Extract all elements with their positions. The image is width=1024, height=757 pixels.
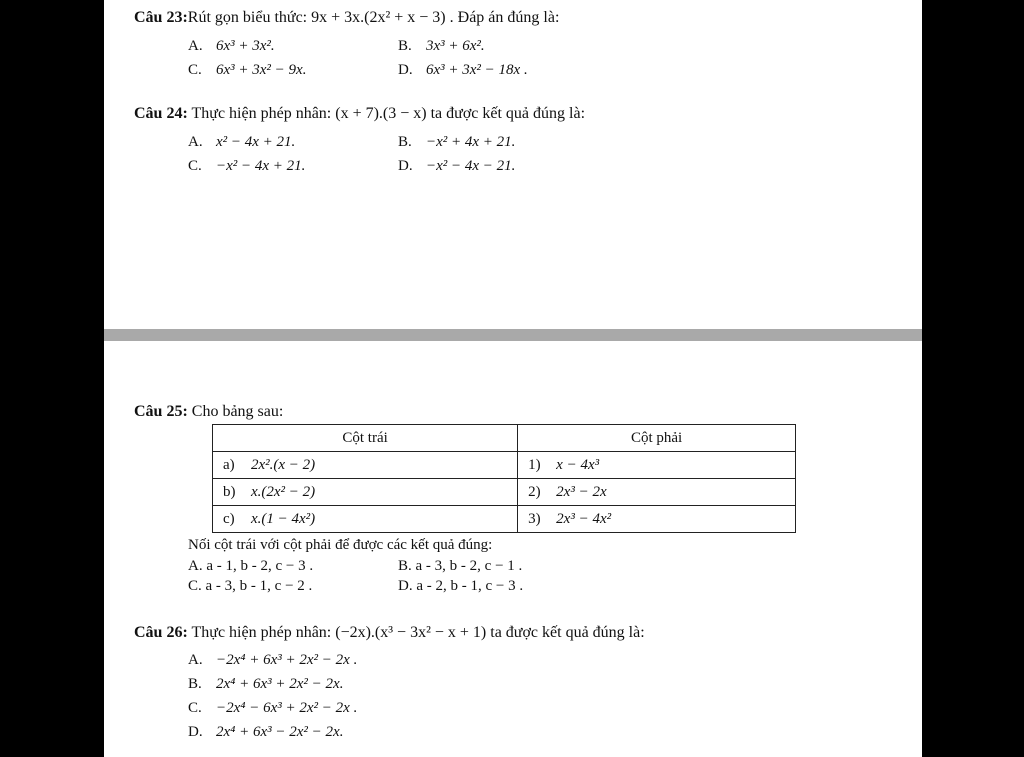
table-row bbox=[213, 479, 796, 506]
q24-option-d bbox=[398, 158, 515, 175]
q26-option-a-text: −2x⁴ + 6x³ + 2x² − 2x . bbox=[216, 652, 358, 668]
row-c-expr: x.(1 − 4x²) bbox=[251, 510, 316, 527]
q26-option-b-key: B. bbox=[188, 676, 202, 692]
table-cell-right bbox=[518, 452, 796, 479]
q24-option-d-key: D. bbox=[398, 158, 413, 174]
q24-option-b-text: −x² + 4x + 21. bbox=[426, 134, 516, 150]
table-cell-left bbox=[213, 506, 518, 533]
q24-option-a bbox=[188, 134, 295, 151]
q25-option-b bbox=[398, 558, 522, 575]
row-a-key: a) bbox=[223, 456, 235, 473]
q23-option-b bbox=[398, 38, 485, 55]
q25-option-b-key: B. bbox=[398, 558, 412, 574]
q25-option-a-key: A. bbox=[188, 558, 203, 574]
row-2-key: 2) bbox=[528, 483, 541, 500]
q25-option-c-key: C. bbox=[188, 578, 202, 594]
table-cell-right bbox=[518, 506, 796, 533]
matching-table bbox=[212, 424, 796, 533]
row-3-expr: 2x³ − 4x² bbox=[556, 510, 612, 527]
question-24-label: Câu 24: bbox=[134, 105, 188, 122]
q26-option-a bbox=[188, 652, 357, 669]
q23-option-a-key: A. bbox=[188, 38, 203, 54]
table-header-row bbox=[213, 425, 796, 452]
row-2-expr: 2x³ − 2x bbox=[556, 483, 607, 500]
q25-option-c bbox=[188, 578, 312, 595]
q26-option-d bbox=[188, 724, 343, 741]
row-a-expr: 2x².(x − 2) bbox=[251, 456, 316, 473]
document-page-top bbox=[104, 0, 922, 329]
q23-option-d bbox=[398, 62, 528, 79]
table-row bbox=[213, 452, 796, 479]
row-1-expr: x − 4x³ bbox=[556, 456, 600, 473]
q23-option-c-text: 6x³ + 3x² − 9x. bbox=[216, 62, 307, 78]
q24-option-a-text: x² − 4x + 21. bbox=[216, 134, 296, 150]
question-25 bbox=[134, 403, 283, 421]
question-26-label: Câu 26: bbox=[134, 624, 188, 641]
table-cell-left bbox=[213, 452, 518, 479]
q23-option-b-text: 3x³ + 6x². bbox=[426, 38, 485, 54]
q24-option-a-key: A. bbox=[188, 134, 203, 150]
table-cell-right bbox=[518, 479, 796, 506]
table-cell-left bbox=[213, 479, 518, 506]
row-1-key: 1) bbox=[528, 456, 541, 473]
q24-option-c-text: −x² − 4x + 21. bbox=[216, 158, 306, 174]
question-23-prompt: Rút gọn biểu thức: 9x + 3x.(2x² + x − 3) . Đáp án đúng là: bbox=[187, 9, 560, 26]
q25-option-a bbox=[188, 558, 313, 575]
q24-option-b bbox=[398, 134, 515, 151]
question-26 bbox=[134, 624, 645, 642]
q24-option-c-key: C. bbox=[188, 158, 202, 174]
question-24-prompt: Thực hiện phép nhân: (x + 7).(3 − x) ta được kết quả đúng là: bbox=[191, 105, 586, 122]
q25-option-b-text: a - 3, b - 2, c − 1 . bbox=[415, 558, 523, 574]
question-25-label: Câu 25: bbox=[134, 403, 188, 420]
q26-option-a-key: A. bbox=[188, 652, 203, 668]
page-separator bbox=[104, 329, 922, 341]
q23-option-d-key: D. bbox=[398, 62, 413, 78]
row-b-expr: x.(2x² − 2) bbox=[251, 483, 316, 500]
q25-option-d-text: a - 2, b - 1, c − 3 . bbox=[416, 578, 524, 594]
q23-option-c bbox=[188, 62, 306, 79]
q25-option-d-key: D. bbox=[398, 578, 413, 594]
q23-option-a bbox=[188, 38, 275, 55]
table-row bbox=[213, 506, 796, 533]
q25-option-d bbox=[398, 578, 523, 595]
q24-option-b-key: B. bbox=[398, 134, 412, 150]
q26-option-b-text: 2x⁴ + 6x³ + 2x² − 2x. bbox=[216, 676, 344, 692]
q26-option-b bbox=[188, 676, 343, 693]
q26-option-d-text: 2x⁴ + 6x³ − 2x² − 2x. bbox=[216, 724, 344, 740]
q23-option-d-text: 6x³ + 3x² − 18x . bbox=[426, 62, 528, 78]
row-c-key: c) bbox=[223, 510, 235, 527]
q26-option-c-key: C. bbox=[188, 700, 202, 716]
q25-option-a-text: a - 1, b - 2, c − 3 . bbox=[206, 558, 314, 574]
question-26-prompt: Thực hiện phép nhân: (−2x).(x³ − 3x² − x + 1) ta được kết quả đúng là: bbox=[191, 624, 645, 641]
question-24 bbox=[134, 105, 585, 123]
q23-option-b-key: B. bbox=[398, 38, 412, 54]
question-23-label: Câu 23: bbox=[134, 9, 188, 26]
q25-option-c-text: a - 3, b - 1, c − 2 . bbox=[205, 578, 313, 594]
row-3-key: 3) bbox=[528, 510, 541, 527]
q24-option-c bbox=[188, 158, 305, 175]
row-b-key: b) bbox=[223, 483, 236, 500]
table-header-right: Cột phải bbox=[518, 425, 796, 452]
q24-option-d-text: −x² − 4x − 21. bbox=[426, 158, 516, 174]
q23-option-a-text: 6x³ + 3x². bbox=[216, 38, 275, 54]
question-25-prompt: Cho bảng sau: bbox=[191, 403, 284, 420]
q26-option-c bbox=[188, 700, 357, 717]
q25-instruction: Nối cột trái với cột phải để được các kết quả đúng: bbox=[188, 537, 493, 553]
q26-option-c-text: −2x⁴ − 6x³ + 2x² − 2x . bbox=[216, 700, 358, 716]
table-header-left: Cột trái bbox=[213, 425, 518, 452]
q23-option-c-key: C. bbox=[188, 62, 202, 78]
q26-option-d-key: D. bbox=[188, 724, 203, 740]
document-page-bottom bbox=[104, 341, 922, 757]
question-23 bbox=[134, 9, 559, 27]
